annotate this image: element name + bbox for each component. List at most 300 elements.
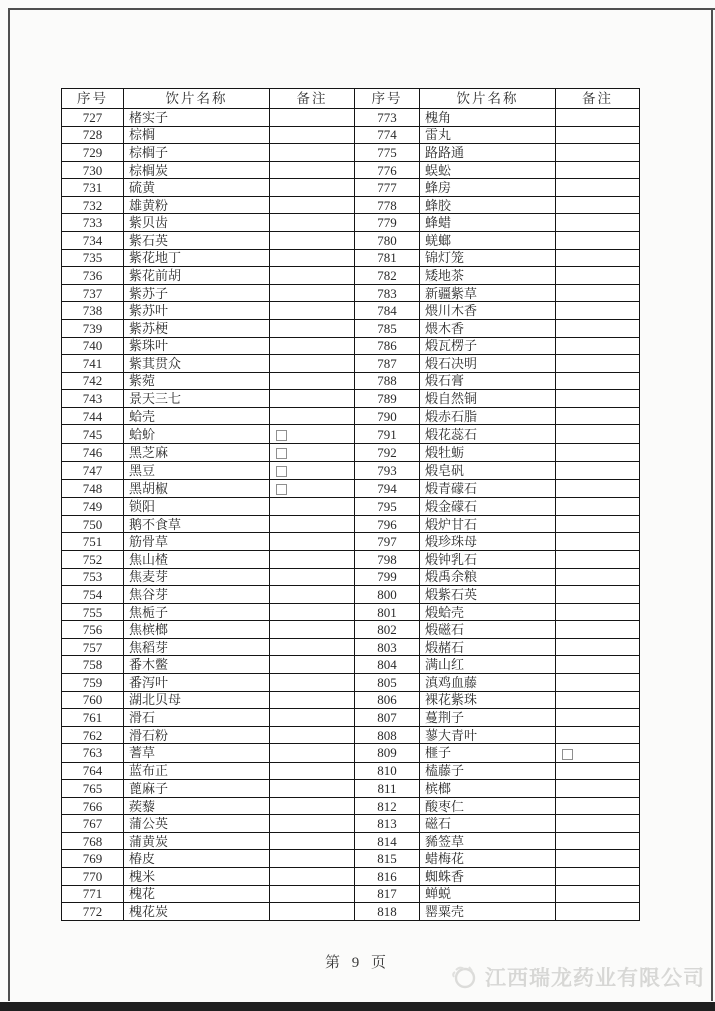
note-cell <box>270 815 355 833</box>
name-cell: 蓍草 <box>124 744 270 762</box>
name-cell: 焦栀子 <box>124 603 270 621</box>
seq-cell: 785 <box>355 319 420 337</box>
seq-cell: 728 <box>62 126 124 144</box>
seq-cell: 789 <box>355 390 420 408</box>
name-cell: 焦槟榔 <box>124 621 270 639</box>
name-cell: 鹅不食草 <box>124 515 270 533</box>
seq-cell: 781 <box>355 249 420 267</box>
name-cell: 槐花 <box>124 885 270 903</box>
note-cell <box>270 691 355 709</box>
table-row <box>62 762 640 780</box>
name-cell: 槟榔 <box>420 780 556 798</box>
note-cell <box>556 515 640 533</box>
name-cell: 蜂胶 <box>420 196 556 214</box>
table-row <box>62 284 640 302</box>
seq-cell: 809 <box>355 744 420 762</box>
seq-cell: 801 <box>355 603 420 621</box>
seq-cell: 790 <box>355 407 420 425</box>
note-cell <box>556 674 640 692</box>
name-cell: 酸枣仁 <box>420 797 556 815</box>
note-cell <box>270 638 355 656</box>
scan-edge-left <box>8 8 10 1001</box>
note-cell <box>270 267 355 285</box>
name-cell: 蜘蛛香 <box>420 868 556 886</box>
note-cell <box>556 319 640 337</box>
note-cell <box>270 319 355 337</box>
note-cell <box>270 355 355 373</box>
note-cell <box>270 144 355 162</box>
seq-cell: 737 <box>62 284 124 302</box>
seq-cell: 794 <box>355 480 420 498</box>
seq-cell: 815 <box>355 850 420 868</box>
seq-cell: 816 <box>355 868 420 886</box>
scan-edge-bottom <box>0 1002 715 1011</box>
seq-cell: 727 <box>62 109 124 127</box>
table-row <box>62 407 640 425</box>
seq-cell: 791 <box>355 425 420 443</box>
name-cell: 煅金礞石 <box>420 498 556 516</box>
note-cell <box>270 425 355 443</box>
table-row <box>62 355 640 373</box>
table-row <box>62 337 640 355</box>
seq-cell: 754 <box>62 586 124 604</box>
name-cell: 新疆紫草 <box>420 284 556 302</box>
company-watermark <box>450 960 705 994</box>
seq-cell: 729 <box>62 144 124 162</box>
seq-cell: 796 <box>355 515 420 533</box>
seq-cell: 808 <box>355 726 420 744</box>
note-cell <box>556 780 640 798</box>
seq-cell: 746 <box>62 443 124 461</box>
note-cell <box>270 461 355 479</box>
name-cell: 硫黄 <box>124 179 270 197</box>
name-cell: 槐角 <box>420 109 556 127</box>
name-cell: 煅蛤壳 <box>420 603 556 621</box>
note-cell <box>556 551 640 569</box>
seq-cell: 812 <box>355 797 420 815</box>
table-row <box>62 568 640 586</box>
seq-cell: 739 <box>62 319 124 337</box>
table-row <box>62 780 640 798</box>
note-cell <box>556 372 640 390</box>
note-cell <box>556 196 640 214</box>
table-row <box>62 425 640 443</box>
name-cell: 煅石决明 <box>420 355 556 373</box>
seq-cell: 731 <box>62 179 124 197</box>
company-logo-icon <box>450 962 480 992</box>
table-row <box>62 885 640 903</box>
header-seq-left: 序号 <box>62 89 124 109</box>
name-cell: 蝉蜕 <box>420 885 556 903</box>
name-cell: 煅磁石 <box>420 621 556 639</box>
name-cell: 煅赭石 <box>420 638 556 656</box>
seq-cell: 743 <box>62 390 124 408</box>
name-cell: 槐米 <box>124 868 270 886</box>
name-cell: 黑豆 <box>124 461 270 479</box>
name-cell: 煅珍珠母 <box>420 533 556 551</box>
name-cell: 紫石英 <box>124 232 270 250</box>
seq-cell: 745 <box>62 425 124 443</box>
name-cell: 蛤蚧 <box>124 425 270 443</box>
note-cell <box>270 480 355 498</box>
seq-cell: 803 <box>355 638 420 656</box>
note-cell <box>556 126 640 144</box>
table-row <box>62 603 640 621</box>
name-cell: 煅炉甘石 <box>420 515 556 533</box>
note-cell <box>556 850 640 868</box>
scan-edge-top <box>8 8 715 10</box>
note-cell <box>270 762 355 780</box>
note-cell <box>556 885 640 903</box>
name-cell: 槐花炭 <box>124 903 270 921</box>
seq-cell: 742 <box>62 372 124 390</box>
table-row <box>62 390 640 408</box>
seq-cell: 749 <box>62 498 124 516</box>
note-cell <box>270 337 355 355</box>
name-cell: 紫珠叶 <box>124 337 270 355</box>
table-row <box>62 621 640 639</box>
table-row <box>62 196 640 214</box>
name-cell: 煨木香 <box>420 319 556 337</box>
name-cell: 棕榈子 <box>124 144 270 162</box>
seq-cell: 802 <box>355 621 420 639</box>
seq-cell: 758 <box>62 656 124 674</box>
table-row <box>62 674 640 692</box>
note-cell <box>270 407 355 425</box>
seq-cell: 736 <box>62 267 124 285</box>
note-cell <box>556 249 640 267</box>
note-cell <box>270 709 355 727</box>
seq-cell: 755 <box>62 603 124 621</box>
scan-edge-right <box>711 8 713 1001</box>
note-cell <box>270 656 355 674</box>
name-cell: 紫苏子 <box>124 284 270 302</box>
remark-checkbox <box>276 484 287 495</box>
header-seq-right: 序号 <box>355 89 420 109</box>
name-cell: 煅紫石英 <box>420 586 556 604</box>
header-name-right: 饮片名称 <box>420 89 556 109</box>
name-cell: 煅禹余粮 <box>420 568 556 586</box>
note-cell <box>270 533 355 551</box>
note-cell <box>556 498 640 516</box>
page-number: 第 9 页 <box>324 955 390 971</box>
seq-cell: 775 <box>355 144 420 162</box>
name-cell: 黑芝麻 <box>124 443 270 461</box>
name-cell: 煅石膏 <box>420 372 556 390</box>
note-cell <box>556 726 640 744</box>
seq-cell: 732 <box>62 196 124 214</box>
table-row <box>62 744 640 762</box>
note-cell <box>556 407 640 425</box>
name-cell: 焦稻芽 <box>124 638 270 656</box>
note-cell <box>270 744 355 762</box>
name-cell: 煅牡蛎 <box>420 443 556 461</box>
note-cell <box>270 443 355 461</box>
name-cell: 雄黄粉 <box>124 196 270 214</box>
seq-cell: 783 <box>355 284 420 302</box>
seq-cell: 787 <box>355 355 420 373</box>
seq-cell: 814 <box>355 832 420 850</box>
note-cell <box>270 515 355 533</box>
remark-checkbox <box>562 749 573 760</box>
note-cell <box>270 903 355 921</box>
name-cell: 紫菀 <box>124 372 270 390</box>
note-cell <box>270 885 355 903</box>
table-row <box>62 498 640 516</box>
note-cell <box>556 638 640 656</box>
name-cell: 锦灯笼 <box>420 249 556 267</box>
name-cell: 番木鳖 <box>124 656 270 674</box>
note-cell <box>270 797 355 815</box>
name-cell: 雷丸 <box>420 126 556 144</box>
name-cell: 蓖麻子 <box>124 780 270 798</box>
name-cell: 黑胡椒 <box>124 480 270 498</box>
seq-cell: 773 <box>355 109 420 127</box>
note-cell <box>556 284 640 302</box>
table-row <box>62 126 640 144</box>
name-cell: 煅瓦楞子 <box>420 337 556 355</box>
name-cell: 蒺藜 <box>124 797 270 815</box>
seq-cell: 748 <box>62 480 124 498</box>
name-cell: 裸花紫珠 <box>420 691 556 709</box>
seq-cell: 804 <box>355 656 420 674</box>
note-cell <box>556 355 640 373</box>
table-row <box>62 832 640 850</box>
header-note-right: 备注 <box>556 89 640 109</box>
seq-cell: 763 <box>62 744 124 762</box>
note-cell <box>270 196 355 214</box>
name-cell: 榧子 <box>420 744 556 762</box>
note-cell <box>556 144 640 162</box>
table-row <box>62 691 640 709</box>
seq-cell: 780 <box>355 232 420 250</box>
note-cell <box>556 586 640 604</box>
note-cell <box>270 674 355 692</box>
name-cell: 番泻叶 <box>124 674 270 692</box>
note-cell <box>556 109 640 127</box>
seq-cell: 750 <box>62 515 124 533</box>
table-row <box>62 232 640 250</box>
name-cell: 紫苏叶 <box>124 302 270 320</box>
table-row <box>62 109 640 127</box>
note-cell <box>270 161 355 179</box>
name-cell: 棕榈炭 <box>124 161 270 179</box>
name-cell: 蜣螂 <box>420 232 556 250</box>
table-row <box>62 267 640 285</box>
name-cell: 煅钟乳石 <box>420 551 556 569</box>
name-cell: 椿皮 <box>124 850 270 868</box>
name-cell: 煅青礞石 <box>420 480 556 498</box>
table-row <box>62 586 640 604</box>
note-cell <box>556 302 640 320</box>
seq-cell: 766 <box>62 797 124 815</box>
name-cell: 焦麦芽 <box>124 568 270 586</box>
table-row <box>62 903 640 921</box>
name-cell: 锁阳 <box>124 498 270 516</box>
note-cell <box>556 709 640 727</box>
table-header-row <box>62 89 640 109</box>
note-cell <box>556 425 640 443</box>
seq-cell: 751 <box>62 533 124 551</box>
remark-checkbox <box>276 466 287 477</box>
seq-cell: 753 <box>62 568 124 586</box>
note-cell <box>556 533 640 551</box>
note-cell <box>556 762 640 780</box>
note-cell <box>556 390 640 408</box>
note-cell <box>556 868 640 886</box>
seq-cell: 760 <box>62 691 124 709</box>
seq-cell: 747 <box>62 461 124 479</box>
seq-cell: 800 <box>355 586 420 604</box>
table-row <box>62 656 640 674</box>
seq-cell: 782 <box>355 267 420 285</box>
name-cell: 蓝布正 <box>124 762 270 780</box>
name-cell: 煨川木香 <box>420 302 556 320</box>
name-cell: 滑石 <box>124 709 270 727</box>
name-cell: 煅自然铜 <box>420 390 556 408</box>
seq-cell: 740 <box>62 337 124 355</box>
name-cell: 矮地茶 <box>420 267 556 285</box>
seq-cell: 778 <box>355 196 420 214</box>
seq-cell: 741 <box>62 355 124 373</box>
seq-cell: 730 <box>62 161 124 179</box>
name-cell: 棕榈 <box>124 126 270 144</box>
name-cell: 楮实子 <box>124 109 270 127</box>
name-cell: 滑石粉 <box>124 726 270 744</box>
seq-cell: 761 <box>62 709 124 727</box>
note-cell <box>556 443 640 461</box>
seq-cell: 735 <box>62 249 124 267</box>
name-cell: 紫萁贯众 <box>124 355 270 373</box>
note-cell <box>270 551 355 569</box>
seq-cell: 765 <box>62 780 124 798</box>
note-cell <box>270 109 355 127</box>
table-row <box>62 815 640 833</box>
note-cell <box>270 232 355 250</box>
table-row <box>62 551 640 569</box>
seq-cell: 806 <box>355 691 420 709</box>
name-cell: 紫花前胡 <box>124 267 270 285</box>
seq-cell: 792 <box>355 443 420 461</box>
table-row <box>62 249 640 267</box>
note-cell <box>270 284 355 302</box>
note-cell <box>556 832 640 850</box>
name-cell: 榼藤子 <box>420 762 556 780</box>
note-cell <box>270 302 355 320</box>
table-row <box>62 461 640 479</box>
table-row <box>62 480 640 498</box>
seq-cell: 805 <box>355 674 420 692</box>
seq-cell: 817 <box>355 885 420 903</box>
note-cell <box>270 498 355 516</box>
seq-cell: 772 <box>62 903 124 921</box>
table-row <box>62 868 640 886</box>
seq-cell: 757 <box>62 638 124 656</box>
seq-cell: 738 <box>62 302 124 320</box>
seq-cell: 788 <box>355 372 420 390</box>
name-cell: 路路通 <box>420 144 556 162</box>
note-cell <box>270 621 355 639</box>
seq-cell: 797 <box>355 533 420 551</box>
note-cell <box>556 337 640 355</box>
seq-cell: 764 <box>62 762 124 780</box>
name-cell: 蜡梅花 <box>420 850 556 868</box>
seq-cell: 807 <box>355 709 420 727</box>
note-cell <box>556 461 640 479</box>
name-cell: 紫苏梗 <box>124 319 270 337</box>
table-row <box>62 638 640 656</box>
name-cell: 蜂房 <box>420 179 556 197</box>
note-cell <box>556 179 640 197</box>
seq-cell: 733 <box>62 214 124 232</box>
name-cell: 景天三七 <box>124 390 270 408</box>
seq-cell: 798 <box>355 551 420 569</box>
note-cell <box>556 161 640 179</box>
note-cell <box>270 214 355 232</box>
seq-cell: 813 <box>355 815 420 833</box>
note-cell <box>270 586 355 604</box>
name-cell: 蒲黄炭 <box>124 832 270 850</box>
table-row <box>62 372 640 390</box>
name-cell: 蛤壳 <box>124 407 270 425</box>
seq-cell: 762 <box>62 726 124 744</box>
table-row <box>62 850 640 868</box>
note-cell <box>556 744 640 762</box>
seq-cell: 776 <box>355 161 420 179</box>
seq-cell: 818 <box>355 903 420 921</box>
seq-cell: 756 <box>62 621 124 639</box>
table-row <box>62 161 640 179</box>
note-cell <box>270 780 355 798</box>
name-cell: 滇鸡血藤 <box>420 674 556 692</box>
table-row <box>62 726 640 744</box>
note-cell <box>556 603 640 621</box>
remark-checkbox <box>276 448 287 459</box>
seq-cell: 793 <box>355 461 420 479</box>
note-cell <box>556 232 640 250</box>
note-cell <box>556 903 640 921</box>
name-cell: 蜈蚣 <box>420 161 556 179</box>
table-row <box>62 797 640 815</box>
note-cell <box>270 126 355 144</box>
seq-cell: 768 <box>62 832 124 850</box>
name-cell: 焦山楂 <box>124 551 270 569</box>
table-row <box>62 144 640 162</box>
table-row <box>62 214 640 232</box>
name-cell: 煅赤石脂 <box>420 407 556 425</box>
seq-cell: 771 <box>62 885 124 903</box>
table-row <box>62 515 640 533</box>
table-row <box>62 709 640 727</box>
name-cell: 满山红 <box>420 656 556 674</box>
note-cell <box>270 603 355 621</box>
seq-cell: 770 <box>62 868 124 886</box>
seq-cell: 769 <box>62 850 124 868</box>
seq-cell: 799 <box>355 568 420 586</box>
name-cell: 蓼大青叶 <box>420 726 556 744</box>
seq-cell: 767 <box>62 815 124 833</box>
herb-list-table <box>61 88 640 921</box>
name-cell: 蜂蜡 <box>420 214 556 232</box>
seq-cell: 777 <box>355 179 420 197</box>
seq-cell: 734 <box>62 232 124 250</box>
name-cell: 焦谷芽 <box>124 586 270 604</box>
table-row <box>62 179 640 197</box>
note-cell <box>270 249 355 267</box>
name-cell: 蒲公英 <box>124 815 270 833</box>
table-body <box>62 109 640 921</box>
table-row <box>62 302 640 320</box>
